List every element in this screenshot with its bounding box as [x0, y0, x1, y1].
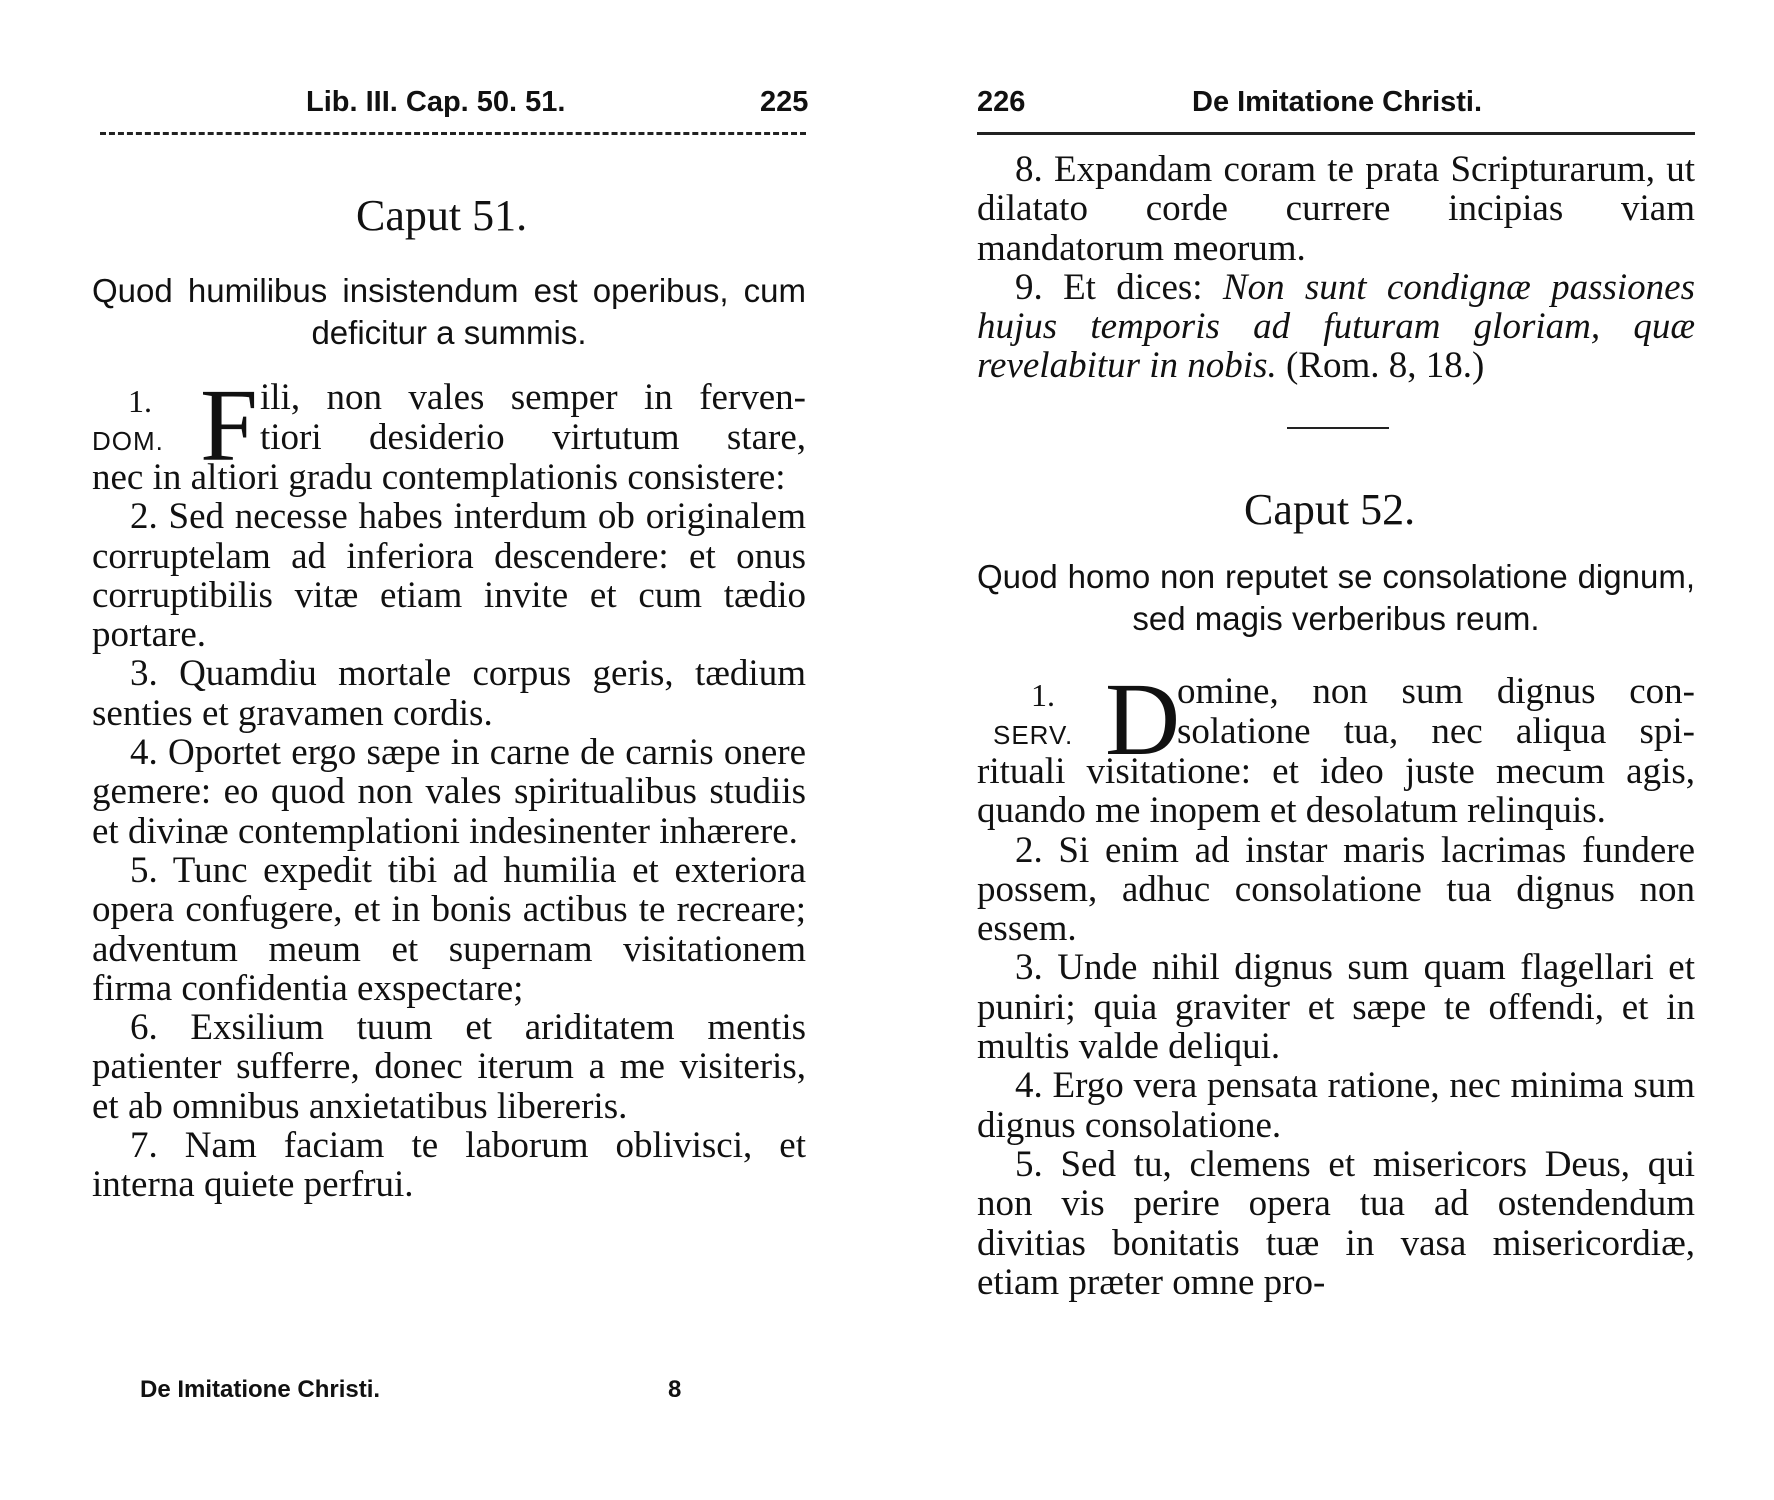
chapter-summary: Quod homo non reputet se consolatione dignum, sed magis verberibus reum. [977, 558, 1695, 637]
drop-cap: F [200, 368, 258, 483]
drop-cap: D [1105, 662, 1181, 777]
header-rule [977, 132, 1695, 135]
page-number: 225 [760, 86, 809, 118]
verse-3: 3. Unde nihil dignus sum quam flagellari et puniri; quia graviter et sæpe te offendi, et in multis valde deliqui. [977, 947, 1695, 1068]
chapter-separator [1287, 427, 1389, 429]
scripture-quote: Non sunt condignæ passiones hujus temporis ad futuram gloriam, quæ revelabitur in nobis. [977, 266, 1696, 387]
running-head: De Imitatione Christi. [1192, 86, 1483, 118]
body-text [92, 458, 806, 1205]
header-rule [100, 132, 806, 135]
signature-mark: 8 [668, 1376, 682, 1403]
body-text-top [977, 150, 1695, 386]
verse-1: nec in altiori gradu contemplationis consistere: [92, 457, 786, 498]
drop-line: solatione tua, nec aliqua spi- [1177, 711, 1695, 752]
scripture-reference: (Rom. 8, 18.) [1286, 345, 1485, 387]
speaker-label: SERV. [993, 720, 1074, 750]
verse-5: 5. Sed tu, clemens et misericors Deus, qui non vis perire opera tua ad ostendendum divitias bonitatis tuæ in vasa misericordiæ, etiam præter omne pro- [977, 1143, 1695, 1303]
right-page [887, 0, 1774, 1500]
verse-8: 8. Expandam coram te prata Scripturarum, ut dilatato corde currere incipias viam mandatorum meorum. [977, 149, 1695, 269]
footer-title: De Imitatione Christi. [140, 1376, 381, 1403]
running-head: Lib. III. Cap. 50. 51. [306, 86, 566, 118]
page-number: 226 [977, 86, 1026, 118]
drop-line: ili, non vales semper in ferven- [260, 377, 806, 418]
verse-2: 2. Sed necesse habes interdum ob originalem corruptelam ad inferiora descendere: et onus corruptibilis vitæ etiam invite et cum tædio portare. [92, 496, 806, 656]
verse-5: 5. Tunc expedit tibi ad humilia et exteriora opera confugere, et in bonis actibus te recreare; adventum meum et supernam visitationem firma confidentia exspectare; [92, 849, 806, 1009]
verse-3: 3. Quamdiu mortale corpus geris, tædium senties et gravamen cordis. [92, 653, 806, 734]
chapter-title: Caput 51. [356, 191, 528, 240]
verse-4: 4. Oportet ergo sæpe in carne de carnis onere gemere: eo quod non vales spiritualibus studiis et divinæ contemplationi indesinenter inhærere. [92, 732, 806, 852]
body-text [977, 752, 1695, 1302]
chapter-title: Caput 52. [1244, 485, 1416, 534]
drop-line: tiori desiderio virtutum stare, [260, 417, 806, 458]
verse-2: 2. Si enim ad instar maris lacrimas fundere possem, adhuc consolatione tua dignus non essem. [977, 829, 1695, 950]
speaker-label: DOM. [92, 426, 164, 456]
verse-1: rituali visitatione: et ideo juste mecum agis, quando me inopem et desolatum relinquis. [977, 751, 1695, 832]
drop-line: omine, non sum dignus con- [1177, 671, 1695, 712]
verse-number: 1. [128, 383, 152, 419]
verse-6: 6. Exsilium tuum et ariditatem mentis patienter sufferre, donec iterum a me visiteris, et ab omnibus anxietatibus libereris. [92, 1007, 806, 1127]
verse-1-opening [977, 662, 1695, 777]
verse-number: 1. [1031, 677, 1055, 713]
chapter-summary: Quod humilibus insistendum est operibus, cum deficitur a summis. [92, 272, 806, 351]
verse-4: 4. Ergo vera pensata ratione, nec minima sum dignus consolatione. [977, 1065, 1695, 1146]
verse-9: 9. Et dices: Non sunt condignæ passiones hujus temporis ad futuram gloriam, quæ revelabitur in nobis. (Rom. 8, 18.) [977, 266, 1696, 387]
verse-7: 7. Nam faciam te laborum oblivisci, et interna quiete perfrui. [92, 1125, 806, 1206]
